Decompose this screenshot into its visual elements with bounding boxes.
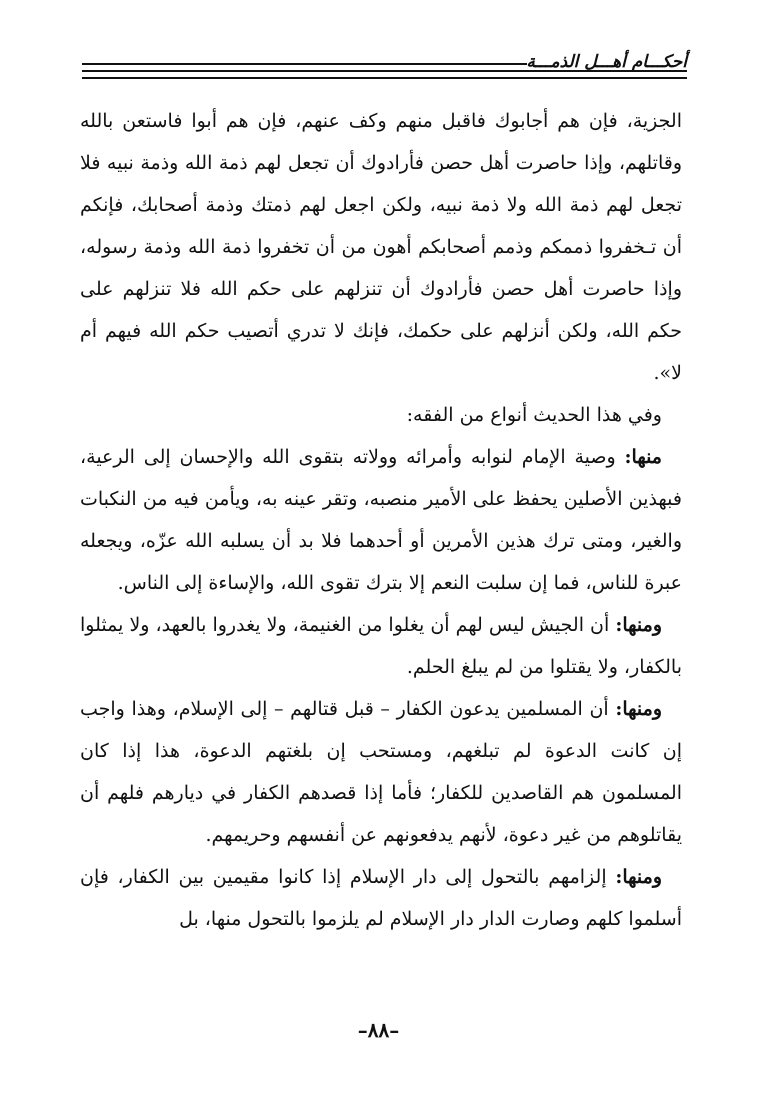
paragraph-text: أن المسلمين يدعون الكفار – قبل قتالهم – إلى الإسلام، وهذا واجب إن كانت الدعوة لم تبلغهم، ومستحب إن بلغتهم الدعوة، هذا إذا كان المسلمون هم القاصدين للكفار؛ فأما إذا قصدهم الكفار في ديارهم فلهم أن يقاتلوهم من غير دعوة، لأنهم يدفعونهم عن أنفسهم وحريمهم. [80,698,682,846]
paragraph-text: وصية الإمام لنوابه وأمرائه وولاته بتقوى الله والإحسان إلى الرعية، فبهذين الأصلين يحفظ على الأمير منصبه، وتقر عينه به، ويأمن فيه من النكبات والغير، ومتى ترك هذين الأمرين أو أحدهما فلا بد أن يسلبه الله عزّه، ويجعله عبرة للناس، فما إن سلبت النعم إلا بترك تقوى الله، والإساءة إلى الناس. [80,446,682,594]
running-title: أحكـــام أهـــل الذمـــة [526,52,687,72]
paragraph-point-3 [80,688,682,856]
paragraph-text: أن الجيش ليس لهم أن يغلوا من الغنيمة، ولا يغدروا بالعهد، ولا يمثلوا بالكفار، ولا يقتلوا من لم يبلغ الحلم. [80,614,682,678]
page-number: –٨٨– [357,1018,400,1042]
paragraph-point-1 [80,436,682,604]
paragraph-point-2 [80,604,682,688]
paragraph-text: وفي هذا الحديث أنواع من الفقه: [406,404,662,426]
paragraph-label: منها: [624,446,662,468]
paragraph-text: الجزية، فإن هم أجابوك فاقبل منهم وكف عنهم، فإن هم أبوا فاستعن بالله وقاتلهم، وإذا حاصرت أهل حصن فأرادوك أن تجعل لهم ذمة الله وذمة نبيه فلا تجعل لهم ذمة الله ولا ذمة نبيه، ولكن اجعل لهم ذمتك وذمة أصحابك، فإنكم أن تـخفروا ذممكم وذمم أصحابكم أهون من أن تخفروا ذمة الله وذمة رسوله، وإذا حاصرت أهل حصن فأرادوك أن تنزلهم على حكم الله فلا تنزلهم على حكم الله، ولكن أنزلهم على حكمك، فإنك لا تدري أتصيب حكم الله فيهم أم لا». [80,110,682,384]
paragraph-hadith-end [80,100,682,394]
paragraph-point-4 [80,856,682,940]
paragraph-intro [80,394,682,436]
body-text [80,100,682,940]
paragraph-label: ومنها: [615,614,662,636]
paragraph-label: ومنها: [615,698,662,720]
header-rule [82,70,687,72]
header-rule-short [82,63,527,65]
header-rule-lower [82,77,687,79]
paragraph-label: ومنها: [615,866,662,888]
paragraph-text: إلزامهم بالتحول إلى دار الإسلام إذا كانوا مقيمين بين الكفار، فإن أسلموا كلهم وصارت الدار دار الإسلام لم يلزموا بالتحول منها، بل [80,866,682,930]
